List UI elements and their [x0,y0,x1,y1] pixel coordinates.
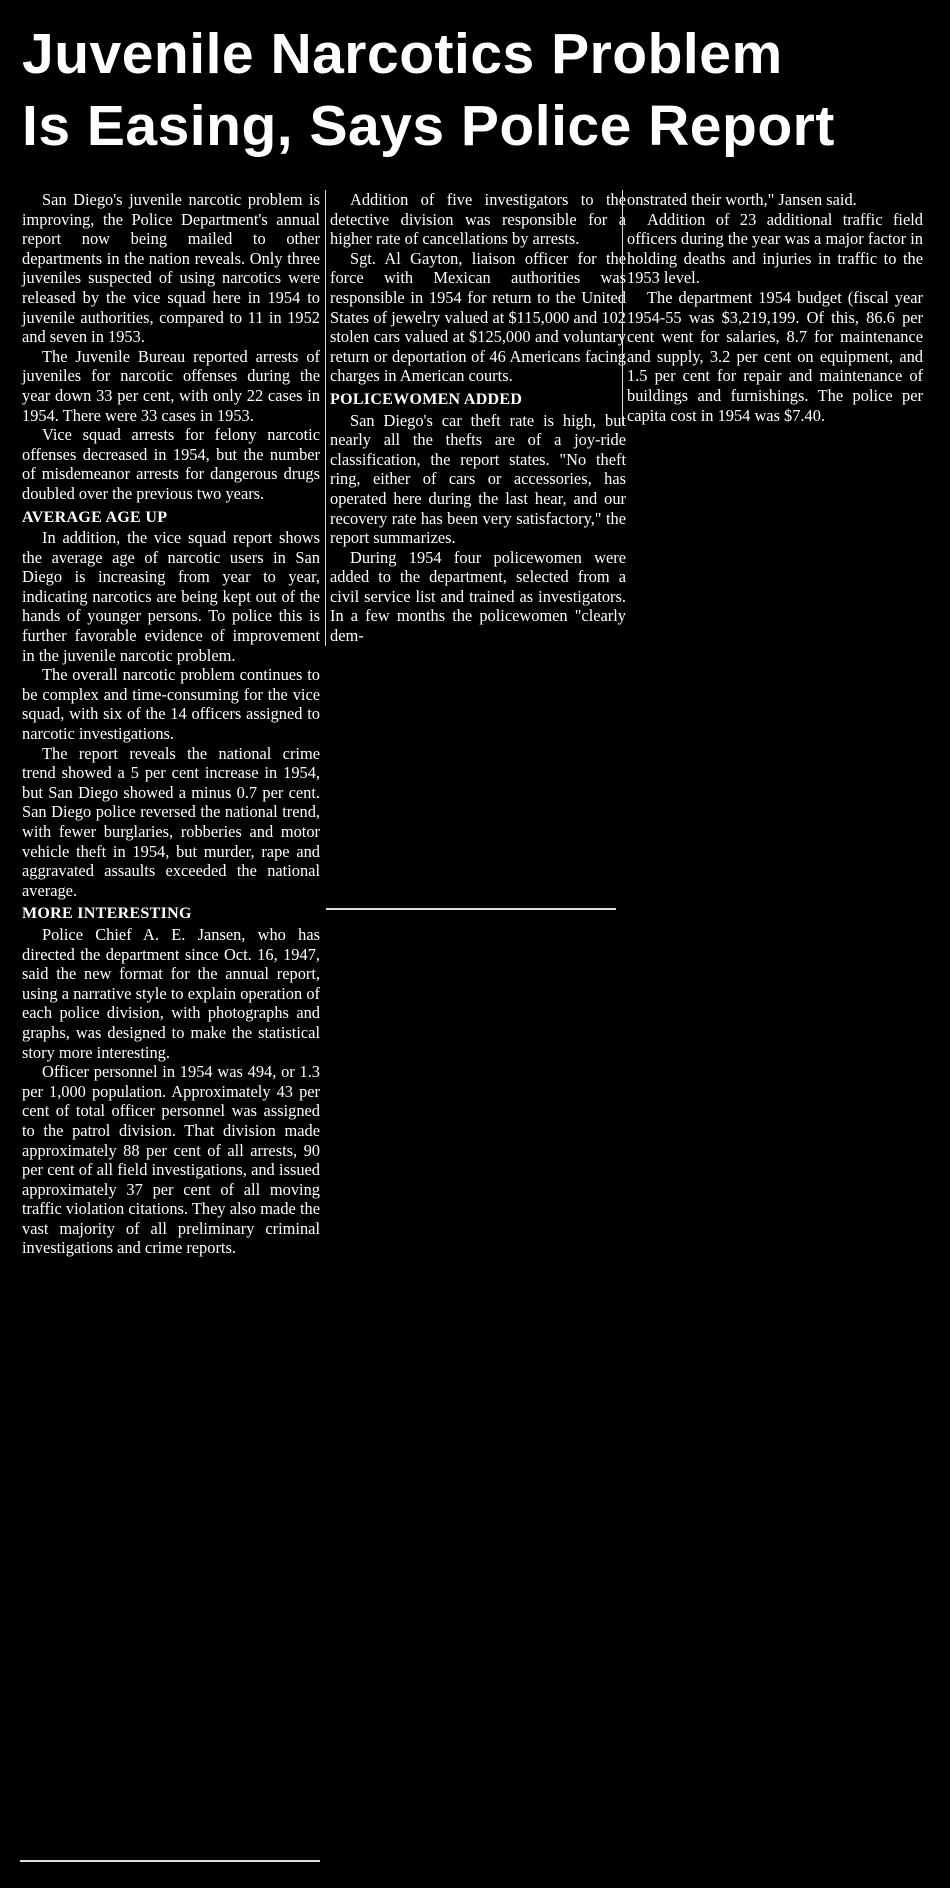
headline-line-2: Is Easing, Says Police Report [22,94,835,158]
paragraph: The overall narcotic problem continues to be complex and time-consuming for the vice squad, with six of the 14 officers assigned to narcotic investigations. [22,665,320,744]
headline [22,18,942,162]
article-body [20,190,925,1880]
paragraph: The Juvenile Bureau reported arrests of juveniles for narcotic offenses during the year down 33 per cent, with only 22 cases in 1954. There were 33 cases in 1953. [22,346,320,425]
subheading-policewomen-added: POLICEWOMEN ADDED [330,390,523,408]
column-end-rule [326,908,616,910]
article-column-2 [325,190,626,646]
paragraph: During 1954 four policewomen were added to the department, selected from a civil service list and trained as investigators. In a few months the policewomen "clearly dem- [330,547,626,646]
paragraph: San Diego's car theft rate is high, but nearly all the thefts are of a joy-ride classification, the report states. "No theft ring, either of cars or accessories, has operated here during the last hear, and our recovery rate has been very satisfactory," the report summarizes. [330,410,626,548]
column-end-rule [20,1860,320,1862]
paragraph: Vice squad arrests for felony narcotic offenses decreased in 1954, but the number of misdemeanor arrests for dangerous drugs doubled over the previous two years. [22,425,320,503]
article-column-1 [22,190,320,1258]
paragraph: Addition of 23 additional traffic field officers during the year was a major factor in holding deaths and injuries in traffic to the 1953 level. [627,209,923,288]
paragraph: Addition of five investigators to the detective division was responsible for a higher rate of cancellations by arrests. [330,190,626,249]
paragraph: Sgt. Al Gayton, liaison officer for the force with Mexican authorities was responsible in 1954 for return to the United States of jewelry valued at $115,000 and 102 stolen cars valued at $125,000 and voluntary return or deportation of 46 Americans facing charges in American courts. [330,248,626,386]
paragraph: The department 1954 budget (fiscal year 1954-55 was $3,219,199. Of this, 86.6 per cent went for salaries, 8.7 for maintenance and supply, 3.2 per cent on equipment, and 1.5 per cent for repair and maintenance of buildings and furnishings. The police per capita cost in 1954 was $7.40. [627,287,923,425]
paragraph: The report reveals the national crime trend showed a 5 per cent increase in 1954, but San Diego showed a minus 0.7 per cent. San Diego police reversed the national trend, with fewer burglaries, robberies and motor vehicle theft in 1954, but murder, rape and aggravated assaults exceeded the national average. [22,743,320,900]
paragraph: Officer personnel in 1954 was 494, or 1.3 per 1,000 population. Approximately 43 per cent of total officer personnel was assigned to the patrol division. That division made approximately 88 per cent of all arrests, 90 per cent of all field investigations, and issued approximately 37 per cent of all moving traffic violation citations. They also made the vast majority of all preliminary criminal investigations and crime reports. [22,1062,320,1258]
paragraph: Police Chief A. E. Jansen, who has directed the department since Oct. 16, 1947, said the new format for the annual report, using a narrative style to explain operation of each police division, with photographs and graphs, was designed to make the statistical story more interesting. [22,924,320,1062]
paragraph: onstrated their worth," Jansen said. [627,190,857,209]
subheading-average-age-up: AVERAGE AGE UP [22,508,168,526]
paragraph: San Diego's juvenile narcotic problem is improving, the Police Department's annual report now being mailed to other departments in the nation reveals. Only three juveniles suspected of using narcotics were released by the vice squad here in 1954 to juvenile authorities, compared to 11 in 1952 and seven in 1953. [22,190,320,347]
paragraph: In addition, the vice squad report shows the average age of narcotic users in San Diego is increasing from year to year, indicating narcotics are being kept out of the hands of younger persons. To police this is further favorable evidence of improvement in the juvenile narcotic problem. [22,528,320,665]
article-column-3 [622,190,923,425]
subheading-more-interesting: MORE INTERESTING [22,905,192,923]
headline-line-1: Juvenile Narcotics Problem [22,22,783,86]
